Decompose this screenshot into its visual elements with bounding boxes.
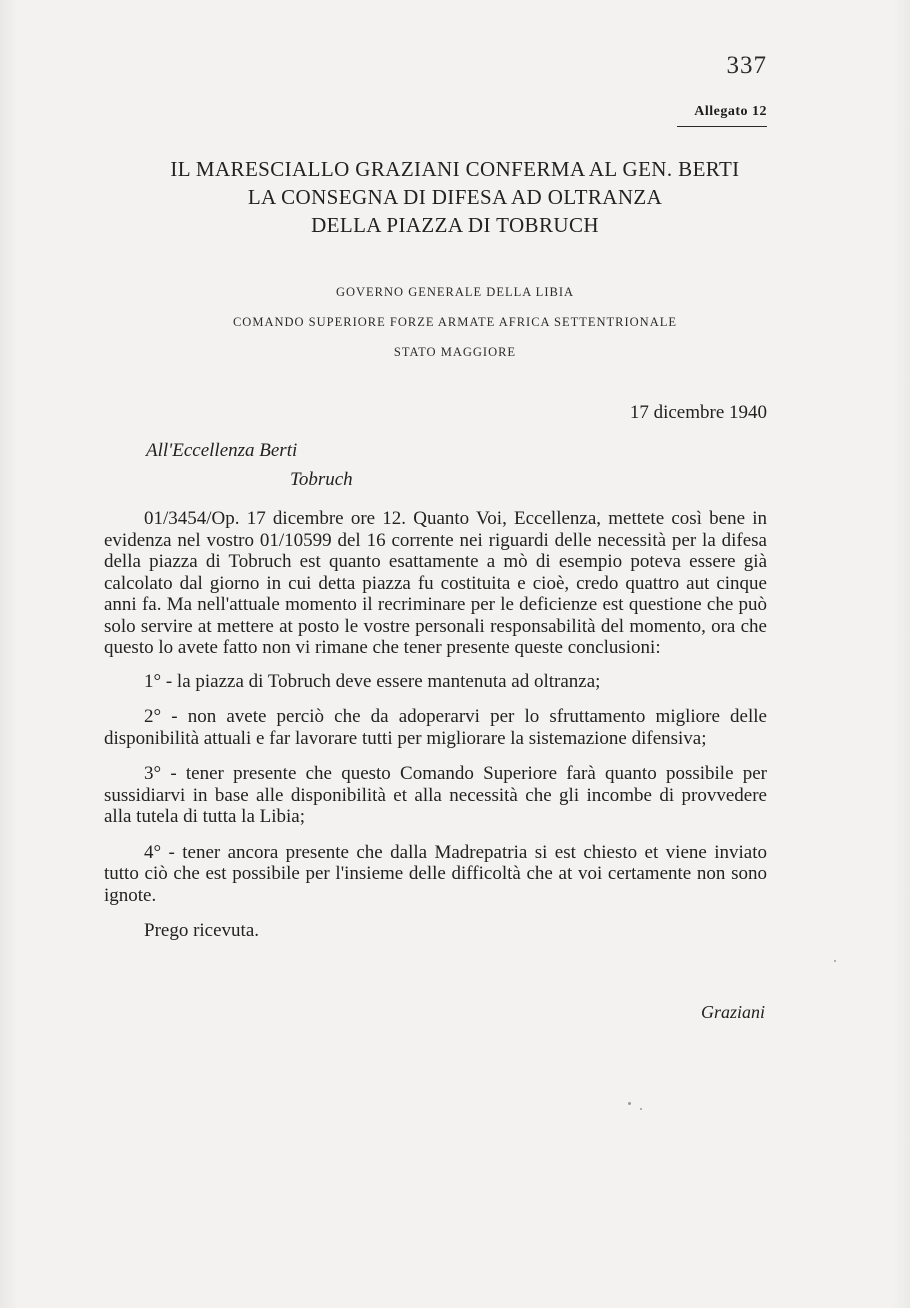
title-line: DELLA PIAZZA DI TOBRUCH [311, 213, 599, 237]
addressee-block [146, 436, 353, 494]
header-government: GOVERNO GENERALE DELLA LIBIA [335, 285, 575, 299]
header-command: COMANDO SUPERIORE FORZE ARMATE AFRICA SETTENTRIONALE [232, 315, 678, 329]
paper-speck [834, 960, 836, 962]
body-paragraph: 01/3454/Op. 17 dicembre ore 12. Quanto Voi, Eccellenza, mettete così bene in evidenza nel vostro 01/10599 del 16 corrente nei riguardi delle necessità per la difesa della piazza di Tobruch est quanto esattamente a mò di esempio poteva essere già calcolato dal giorno in cui detta piazza fu costituita e cioè, credo quattro aut cinque anni fa. Ma nell'attuale momento il recriminare per le deficienze est questione che può solo servire at mettere at posto le vostre personali responsabilità del momento, ora che questo lo avete fatto non vi rimane che tener presente queste conclusioni: [104, 508, 767, 658]
paper-speck [628, 1102, 631, 1105]
title-line: LA CONSEGNA DI DIFESA AD OLTRANZA [247, 185, 663, 209]
document-title [0, 155, 910, 239]
point-1: 1° - la piazza di Tobruch deve essere mantenuta ad oltranza; [144, 670, 601, 692]
letter-date: 17 dicembre 1940 [629, 402, 767, 423]
addressee-city: Tobruch [290, 469, 353, 490]
header-staff: STATO MAGGIORE [393, 345, 517, 359]
signature: Graziani [700, 1002, 765, 1022]
letter-body [104, 508, 767, 954]
addressee-name: All'Eccellenza Berti [146, 440, 298, 461]
point-4: 4° - tener ancora presente che dalla Madrepatria si est chiesto et viene inviato tutto ciò che est possibile per l'insieme delle difficoltà che at voi certamente non sono ignote. [104, 841, 767, 906]
closing-line: Prego ricevuta. [144, 920, 260, 941]
annex-label: Allegato 12 [694, 104, 767, 119]
annex-underline [677, 126, 767, 127]
point-3: 3° - tener presente che questo Comando Superiore farà quanto possibile per sussidiarvi in base alle disponibilità et alla necessità che gli incombe di provvedere alla tutela di tutta la Libia; [104, 763, 767, 827]
title-line: IL MARESCIALLO GRAZIANI CONFERMA AL GEN. BERTI [170, 157, 740, 181]
point-2: 2° - non avete perciò che da adoperarvi per lo sfruttamento migliore delle disponibilità attuali e far lavorare tutti per migliorare la sistemazione difensiva; [104, 706, 767, 749]
page-number: 337 [726, 52, 767, 79]
paper-speck [640, 1108, 642, 1110]
